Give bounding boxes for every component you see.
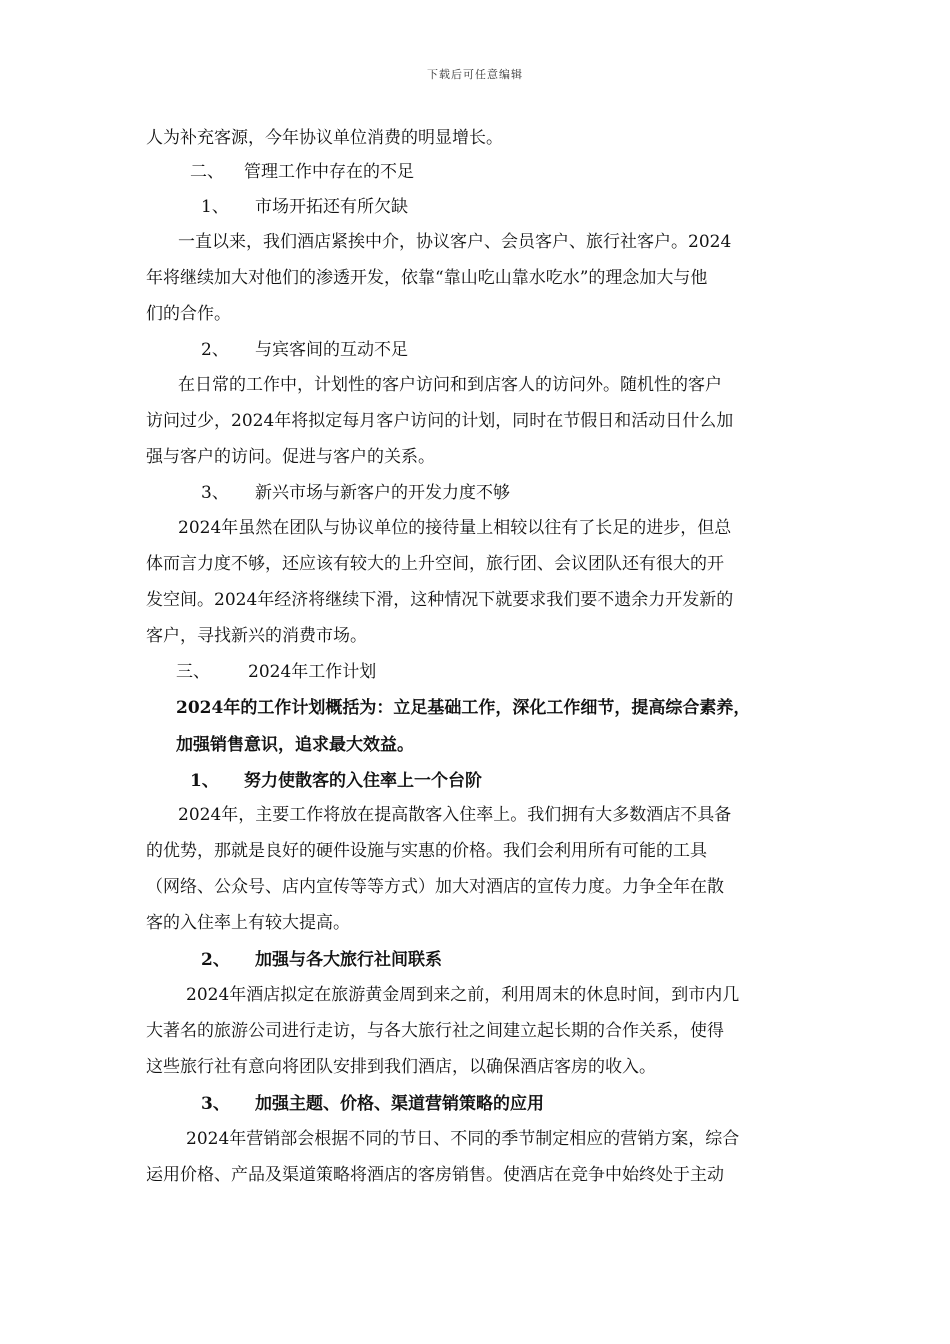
body-line: 人为补充客源，今年协议单位消费的明显增长。 (146, 128, 503, 148)
heading-number: 2、 (201, 950, 230, 970)
subheading-3 (201, 482, 881, 504)
body-line: 体而言力度不够，还应该有较大的上升空间，旅行团、会议团队还有很大的开 (146, 554, 724, 574)
body-line: 访问过少，2024年将拟定每月客户访问的计划，同时在节假日和活动日什么加 (146, 411, 734, 431)
body-line: 客户，寻找新兴的消费市场。 (146, 626, 367, 646)
heading-text: 管理工作中存在的不足 (244, 162, 414, 182)
plan-heading-3 (201, 1093, 881, 1115)
body-line: 的优势，那就是良好的硬件设施与实惠的价格。我们会利用所有可能的工具 (146, 841, 707, 861)
heading-number: 1、 (201, 197, 229, 217)
section-heading-3 (176, 661, 856, 683)
body-line: 大著名的旅游公司进行走访，与各大旅行社之间建立起长期的合作关系，使得 (146, 1021, 724, 1041)
heading-text: 加强主题、价格、渠道营销策略的应用 (255, 1094, 544, 1114)
plan-heading-1 (190, 770, 870, 792)
summary-line: 2024年的工作计划概括为：立足基础工作，深化工作细节，提高综合素养， (176, 698, 751, 718)
summary-line: 加强销售意识，追求最大效益。 (176, 735, 414, 755)
heading-number: 二、 (190, 162, 224, 182)
heading-number: 1、 (190, 771, 219, 791)
body-line: （网络、公众号、店内宣传等等方式）加大对酒店的宣传力度。力争全年在散 (146, 877, 724, 897)
body-line: 年将继续加大对他们的渗透开发，依靠“靠山吃山靠水吃水”的理念加大与他 (146, 268, 708, 288)
section-heading-2 (190, 161, 870, 183)
body-line: 客的入住率上有较大提高。 (146, 913, 350, 933)
heading-number: 3、 (201, 483, 229, 503)
body-line: 运用价格、产品及渠道策略将酒店的客房销售。使酒店在竞争中始终处于主动 (146, 1165, 724, 1185)
heading-text: 与宾客间的互动不足 (255, 340, 408, 360)
body-line: 强与客户的访问。促进与客户的关系。 (146, 447, 435, 467)
heading-text: 市场开拓还有所欠缺 (255, 197, 408, 217)
heading-number: 2、 (201, 340, 229, 360)
heading-text: 新兴市场与新客户的开发力度不够 (255, 483, 510, 503)
body-line: 2024年营销部会根据不同的节日、不同的季节制定相应的营销方案，综合 (186, 1129, 740, 1149)
heading-text: 加强与各大旅行社间联系 (255, 950, 442, 970)
body-line: 一直以来，我们酒店紧挨中介，协议客户、会员客户、旅行社客户。2024 (178, 232, 732, 252)
body-line: 发空间。2024年经济将继续下滑，这种情况下就要求我们要不遗余力开发新的 (146, 590, 734, 610)
subheading-1 (201, 196, 881, 218)
heading-number: 3、 (201, 1094, 230, 1114)
body-line: 这些旅行社有意向将团队安排到我们酒店，以确保酒店客房的收入。 (146, 1057, 656, 1077)
body-line: 2024年酒店拟定在旅游黄金周到来之前，利用周末的休息时间，到市内几 (186, 985, 740, 1005)
heading-text: 2024年工作计划 (248, 662, 377, 682)
page-header: 下载后可任意编辑 (427, 68, 523, 81)
body-line: 在日常的工作中，计划性的客户访问和到店客人的访问外。随机性的客户 (178, 375, 722, 395)
plan-heading-2 (201, 949, 881, 971)
subheading-2 (201, 339, 881, 361)
body-line: 2024年虽然在团队与协议单位的接待量上相较以往有了长足的进步，但总 (178, 518, 732, 538)
body-line: 们的合作。 (146, 304, 231, 324)
heading-text: 努力使散客的入住率上一个台阶 (244, 771, 482, 791)
body-line: 2024年，主要工作将放在提高散客入住率上。我们拥有大多数酒店不具备 (178, 805, 732, 825)
heading-number: 三、 (176, 662, 210, 682)
